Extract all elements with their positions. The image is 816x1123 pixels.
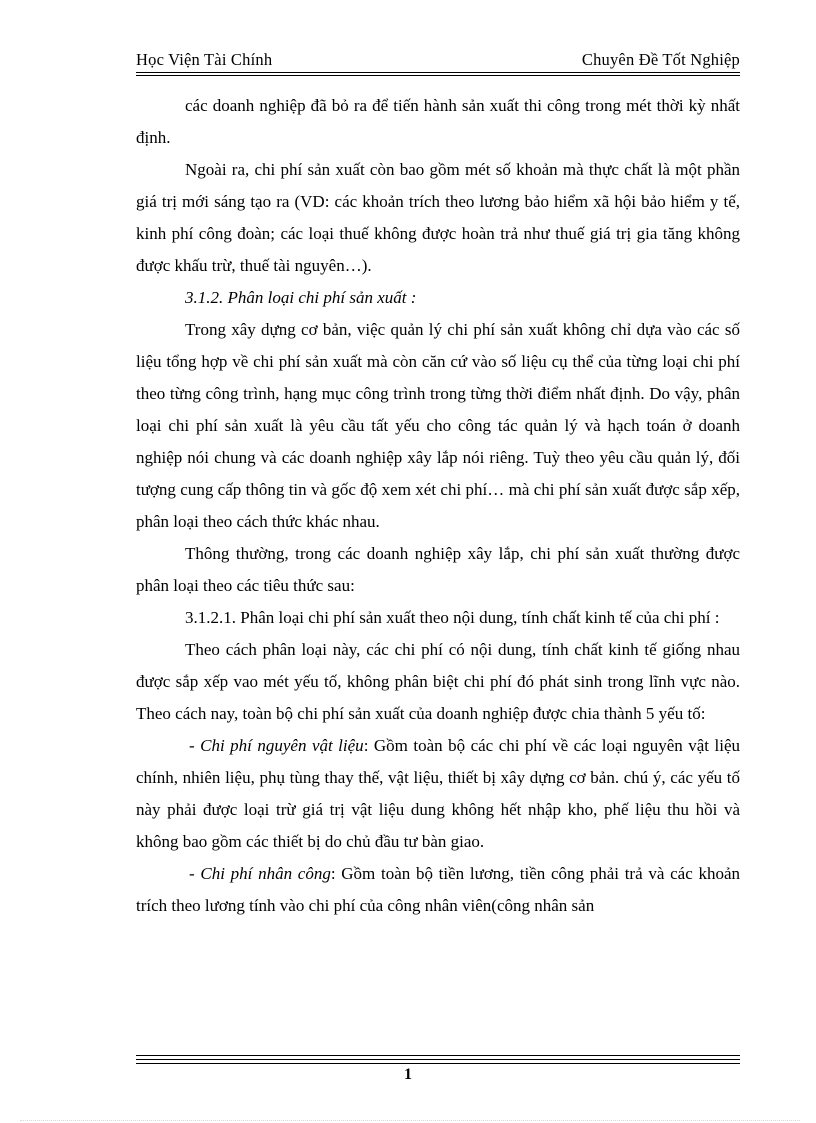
page-edge-divider xyxy=(20,1120,800,1121)
paragraph-classification-intro: Trong xây dựng cơ bản, việc quản lý chi phí sản xuất không chỉ dựa vào các số liệu tổng hợp về chi phí sản xuất mà còn căn cứ vào số liệu cụ thể của từng loại chi phí theo từng công trình, hạng mục công trình trong từng thời điểm nhất định. Do vậy, phân loại chi phí sản xuất là yêu cầu tất yếu cho công tác quản lý và hạch toán ở doanh nghiệp nói chung và các doanh nghiệp xây lắp nói riêng. Tuỳ theo yêu cầu quản lý, đối tượng cung cấp thông tin và gốc độ xem xét chi phí… mà chi phí sản xuất được sắp xếp, phân loại theo cách thức khác nhau. xyxy=(136,320,740,531)
header-rule xyxy=(136,72,740,76)
footer-rule-secondary xyxy=(136,1063,740,1064)
paragraph-other-costs: Ngoài ra, chi phí sản xuất còn bao gồm mét số khoản mà thực chất là một phần giá trị mới sáng tạo ra (VD: các khoản trích theo lương bảo hiểm xã hội bảo hiểm y tế, kinh phí công đoàn; các loại thuế không được hoàn trả như thuế giá trị gia tăng không được khấu trừ, thuế tài nguyên…). xyxy=(136,160,740,275)
page-body xyxy=(136,90,740,922)
section-heading-3-1-2: 3.1.2. Phân loại chi phí sản xuất : xyxy=(185,288,417,307)
paragraph-continuation: các doanh nghiệp đã bỏ ra để tiến hành sản xuất thi công trong mét thời kỳ nhất định. xyxy=(136,96,740,147)
list-item-term: - Chi phí nhân công xyxy=(189,864,331,883)
page-number: 1 xyxy=(404,1066,412,1083)
paragraph-five-elements: Theo cách phân loại này, các chi phí có nội dung, tính chất kinh tế giống nhau được sắp xếp vao mét yếu tố, không phân biệt chi phí đó phát sinh trong lĩnh vực nào. Theo cách nay, toàn bộ chi phí sản xuất của doanh nghiệp được chia thành 5 yếu tố: xyxy=(136,640,740,723)
list-item-labor-costs xyxy=(136,858,740,922)
header-document-type: Chuyên Đề Tốt Nghiệp xyxy=(581,50,740,69)
paragraph-criteria: Thông thường, trong các doanh nghiệp xây lắp, chi phí sản xuất thường được phân loại theo các tiêu thức sau: xyxy=(136,544,740,595)
footer-rule xyxy=(136,1055,740,1060)
list-item-term: - Chi phí nguyên vật liệu xyxy=(189,736,364,755)
list-item-text: : Gồm toàn bộ tiền lương, tiền công phải trả và các khoản trích theo lương tính vào chi phí của công nhân viên(công nhân sản xyxy=(136,864,740,915)
page-header xyxy=(136,50,740,72)
section-heading-3-1-2-1: 3.1.2.1. Phân loại chi phí sản xuất theo nội dung, tính chất kinh tế của chi phí : xyxy=(185,608,720,627)
list-item-material-costs xyxy=(136,730,740,858)
header-institution: Học Viện Tài Chính xyxy=(136,50,273,69)
list-item-text: : Gồm toàn bộ các chi phí về các loại nguyên vật liệu chính, nhiên liệu, phụ tùng thay thế, vật liệu, thiết bị xây dựng cơ bản. chú ý, các yếu tố này phải được loại trừ giá trị vật liệu dung không hết nhập kho, phế liệu thu hồi và không bao gồm các thiết bị do chủ đầu tư bàn giao. xyxy=(136,736,740,851)
